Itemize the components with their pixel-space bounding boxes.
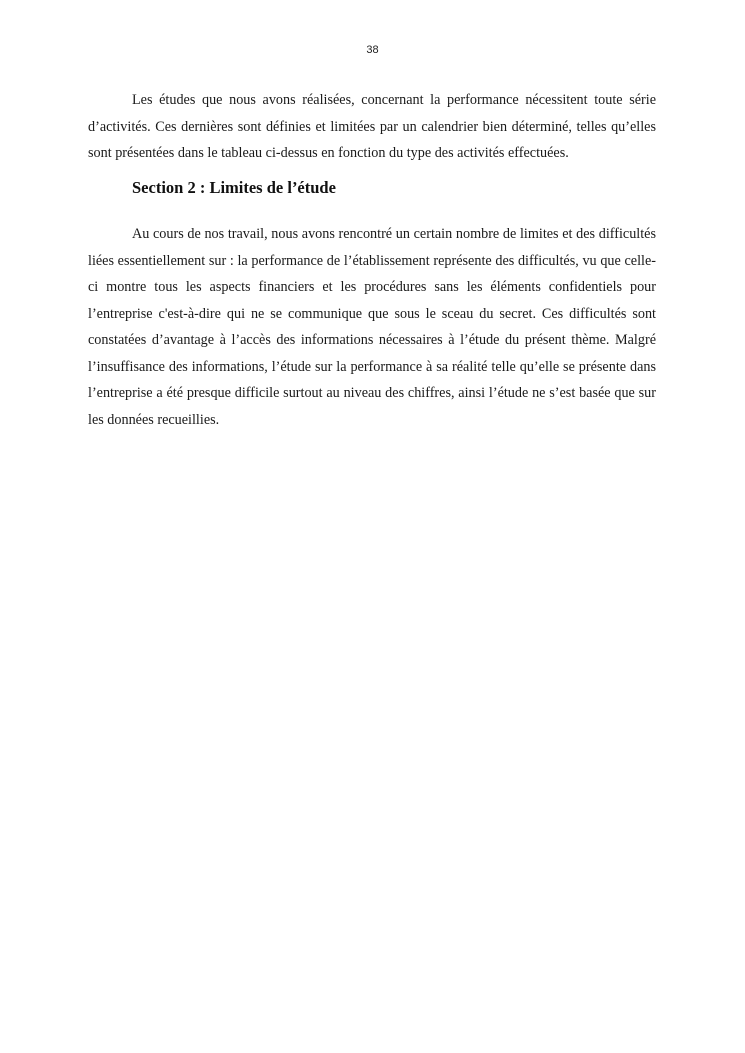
page-number: 38 (366, 44, 379, 56)
intro-paragraph: Les études que nous avons réalisées, concernant la performance nécessitent toute série d’activités. Ces dernières sont définies et limitées par un calendrier bien déterminé, telles qu’elles sont présentées dans le tableau ci-dessus en fonction du type des activités effectuées. (88, 92, 656, 161)
limits-paragraph: Au cours de nos travail, nous avons rencontré un certain nombre de limites et des difficultés liées essentiellement sur : la performance de l’établissement représente des difficultés, vu que celle-ci montre tous les aspects financiers et les procédures sans les éléments confidentiels pour l’entreprise c'est-à-dire qui ne se communique que sous le sceau du secret. Ces difficultés sont constatées d’avantage à l’accès des informations nécessaires à l’étude du présent thème. Malgré l’insuffisance des informations, l’étude sur la performance à sa réalité telle qu’elle se présente dans l’entreprise a été presque difficile surtout au niveau des chiffres, ainsi l’étude ne s’est basée que sur les données recueillies. (88, 226, 656, 428)
section-heading: Section 2 : Limites de l’étude (132, 178, 336, 197)
